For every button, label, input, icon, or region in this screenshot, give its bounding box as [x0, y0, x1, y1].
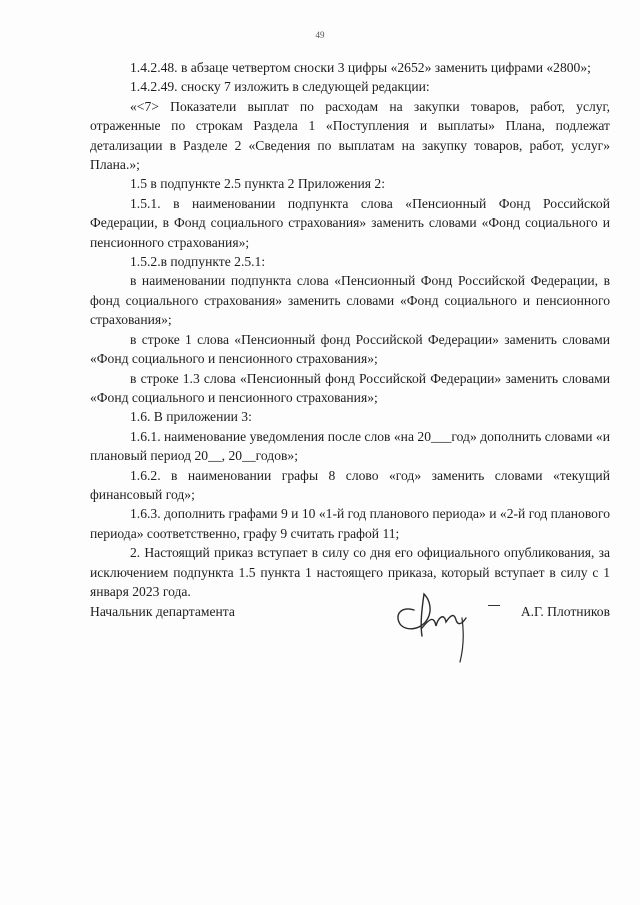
paragraph-1-4-2-49: 1.4.2.49. сноску 7 изложить в следующей редакции:	[130, 79, 430, 95]
paragraph-1-5: 1.5 в подпункте 2.5 пункта 2 Приложения 2:	[130, 176, 385, 192]
signatory-position: Начальник департамента	[90, 604, 235, 619]
paragraph-1-5-2: 1.5.2.в подпункте 2.5.1:	[130, 254, 266, 270]
signature-block	[90, 602, 610, 672]
paragraph-1-5-2-row-1: в строке 1 слова «Пенсионный фонд Российской Федерации» заменить словами «Фонд социального и пенсионного страхования»;	[90, 331, 610, 367]
signatory-name: А.Г. Плотников	[520, 604, 610, 619]
paragraph-1-5-2-row-1-3: в строке 1.3 слова «Пенсионный фонд Российской Федерации» заменить словами «Фонд социального и пенсионного страхования»;	[90, 370, 610, 405]
handwritten-signature	[392, 588, 492, 668]
paragraph-1-6-1: 1.6.1. наименование уведомления после слов «на 20___год» дополнить словами «и плановый период 20__, 20__годов»;	[90, 428, 610, 464]
document-body	[90, 58, 610, 601]
paragraph-1-5-2-name: в наименовании подпункта слова «Пенсионный Фонд Российской Федерации, в фонд социального страхования» заменить словами «Фонд социального и пенсионного страхования»;	[90, 273, 610, 328]
paragraph-1-6: 1.6. В приложении 3:	[130, 409, 252, 425]
paragraph-1-4-2-48: 1.4.2.48. в абзаце четвертом сноски 3 цифры «2652» заменить цифрами «2800»;	[130, 60, 591, 75]
paragraph-footnote-7-text: «<7> Показатели выплат по расходам на закупки товаров, работ, услуг, отраженные по строкам Раздела 1 «Поступления и выплаты» Плана, подлежат детализации в Разделе 2 «Сведения по выплатам на закупку товаров, работ, услуг» Плана.»;	[90, 98, 610, 173]
paragraph-1-5-1: 1.5.1. в наименовании подпункта слова «Пенсионный Фонд Российской Федерации, в Фонд социального страхования» заменить словами «Фонд социального и пенсионного страхования»;	[90, 195, 610, 250]
paragraph-2-effective-date: 2. Настоящий приказ вступает в силу со дня его официального опубликования, за исключением подпункта 1.5 пункта 1 настоящего приказа, который вступает в силу с 1 января 2023 года.	[90, 545, 610, 599]
page-number: 49	[315, 30, 325, 40]
paragraph-1-6-2: 1.6.2. в наименовании графы 8 слово «год» заменить словами «текущий финансовый год»;	[90, 467, 610, 502]
paragraph-1-6-3: 1.6.3. дополнить графами 9 и 10 «1-й год планового периода» и «2-й год планового периода» соответственно, графу 9 считать графой 11;	[90, 506, 610, 541]
signature-dash	[488, 605, 500, 606]
